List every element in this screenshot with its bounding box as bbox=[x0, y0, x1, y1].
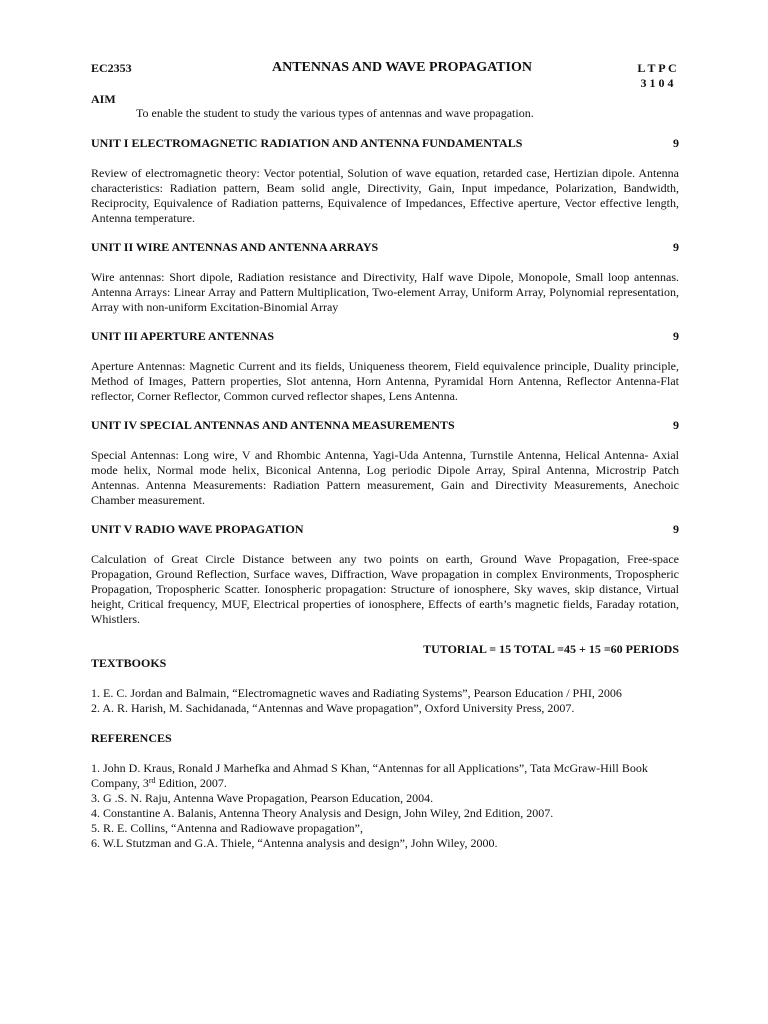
unit-hours: 9 bbox=[673, 329, 679, 343]
aim-text: To enable the student to study the various types of antennas and wave propagation. bbox=[136, 106, 534, 120]
unit-description: Review of electromagnetic theory: Vector potential, Solution of wave equation, retarded case, Hertizian dipole. Antenna characteristics: Radiation pattern, Beam solid angle, Directivity, Gain, Input impedance, Polarization, Bandwidth, Reciprocity, Equivalence of Radiation patterns, Equivalence of Impedances, Effective aperture, Vector effective length, Antenna temperature. bbox=[91, 166, 679, 225]
references-heading: REFERENCES bbox=[91, 731, 172, 745]
total-periods: TUTORIAL = 15 TOTAL =45 + 15 =60 PERIODS bbox=[423, 642, 679, 656]
reference-item-continuation: Company, 3rd Edition, 2007. bbox=[91, 776, 227, 790]
unit-hours: 9 bbox=[673, 522, 679, 536]
textbooks-list bbox=[91, 686, 681, 716]
ltpc-label: L T P C bbox=[637, 61, 677, 75]
unit-description: Wire antennas: Short dipole, Radiation resistance and Directivity, Half wave Dipole, Monopole, Small loop antennas. Antenna Arrays: Linear Array and Pattern Multiplication, Two-element Array, Uniform Array, Polynomial representation, Array with non-uniform Excitation-Binomial Array bbox=[91, 270, 679, 314]
reference-item: 1. John D. Kraus, Ronald J Marhefka and Ahmad S Khan, “Antennas for all Applications”, Tata McGraw-Hill Book bbox=[91, 761, 648, 775]
references-list bbox=[91, 761, 681, 851]
unit-heading bbox=[91, 418, 679, 433]
course-title: ANTENNAS AND WAVE PROPAGATION bbox=[272, 60, 532, 75]
reference-item: 6. W.L Stutzman and G.A. Thiele, “Antenna analysis and design”, John Wiley, 2000. bbox=[91, 836, 498, 850]
unit-heading bbox=[91, 240, 679, 255]
reference-item: 4. Constantine A. Balanis, Antenna Theory Analysis and Design, John Wiley, 2nd Edition, 2007. bbox=[91, 806, 554, 820]
unit-description: Aperture Antennas: Magnetic Current and its fields, Uniqueness theorem, Field equivalence principle, Duality principle, Method of Images, Pattern properties, Slot antenna, Horn Antenna, Pyramidal Horn Antenna, Reflector Antenna-Flat reflector, Corner Reflector, Common curved reflector shapes, Lens Antenna. bbox=[91, 359, 679, 403]
unit-title: UNIT IV SPECIAL ANTENNAS AND ANTENNA MEASUREMENTS bbox=[91, 418, 455, 432]
unit-title: UNIT II WIRE ANTENNAS AND ANTENNA ARRAYS bbox=[91, 240, 379, 254]
reference-item: 5. R. E. Collins, “Antenna and Radiowave propagation”, bbox=[91, 821, 363, 835]
unit-heading bbox=[91, 522, 679, 537]
reference-item: 3. G .S. N. Raju, Antenna Wave Propagation, Pearson Education, 2004. bbox=[91, 791, 434, 805]
unit-heading bbox=[91, 136, 679, 151]
ltpc-values: 3 1 0 4 bbox=[640, 76, 674, 90]
course-code: EC2353 bbox=[91, 61, 132, 75]
unit-title: UNIT V RADIO WAVE PROPAGATION bbox=[91, 522, 304, 536]
unit-hours: 9 bbox=[673, 136, 679, 150]
unit-title: UNIT I ELECTROMAGNETIC RADIATION AND ANTENNA FUNDAMENTALS bbox=[91, 136, 523, 150]
unit-description: Special Antennas: Long wire, V and Rhombic Antenna, Yagi-Uda Antenna, Turnstile Antenna, Helical Antenna- Axial mode helix, Normal mode helix, Biconical Antenna, Log periodic Dipole Array, Spiral Antenna, Microstrip Patch Antennas. Antenna Measurements: Radiation Pattern measurement, Gain and Directivity Measurements, Anechoic Chamber measurement. bbox=[91, 448, 679, 507]
aim-heading: AIM bbox=[91, 92, 116, 106]
unit-heading bbox=[91, 329, 679, 344]
textbook-item: 2. A. R. Harish, M. Sachidanada, “Antennas and Wave propagation”, Oxford University Press, 2007. bbox=[91, 701, 575, 715]
unit-hours: 9 bbox=[673, 240, 679, 254]
unit-title: UNIT III APERTURE ANTENNAS bbox=[91, 329, 275, 343]
textbooks-heading: TEXTBOOKS bbox=[91, 656, 167, 670]
unit-hours: 9 bbox=[673, 418, 679, 432]
unit-description: Calculation of Great Circle Distance between any two points on earth, Ground Wave Propagation, Free-space Propagation, Ground Reflection, Surface waves, Diffraction, Wave propagation in complex Environments, Tropospheric Propagation, Tropospheric Scatter. Ionospheric propagation: Structure of ionosphere, Sky waves, skip distance, Virtual height, Critical frequency, MUF, Electrical properties of ionosphere, Effects of earth’s magnetic fields, Faraday rotation, Whistlers. bbox=[91, 552, 679, 626]
textbook-item: 1. E. C. Jordan and Balmain, “Electromagnetic waves and Radiating Systems”, Pearson Education / PHI, 2006 bbox=[91, 686, 622, 700]
